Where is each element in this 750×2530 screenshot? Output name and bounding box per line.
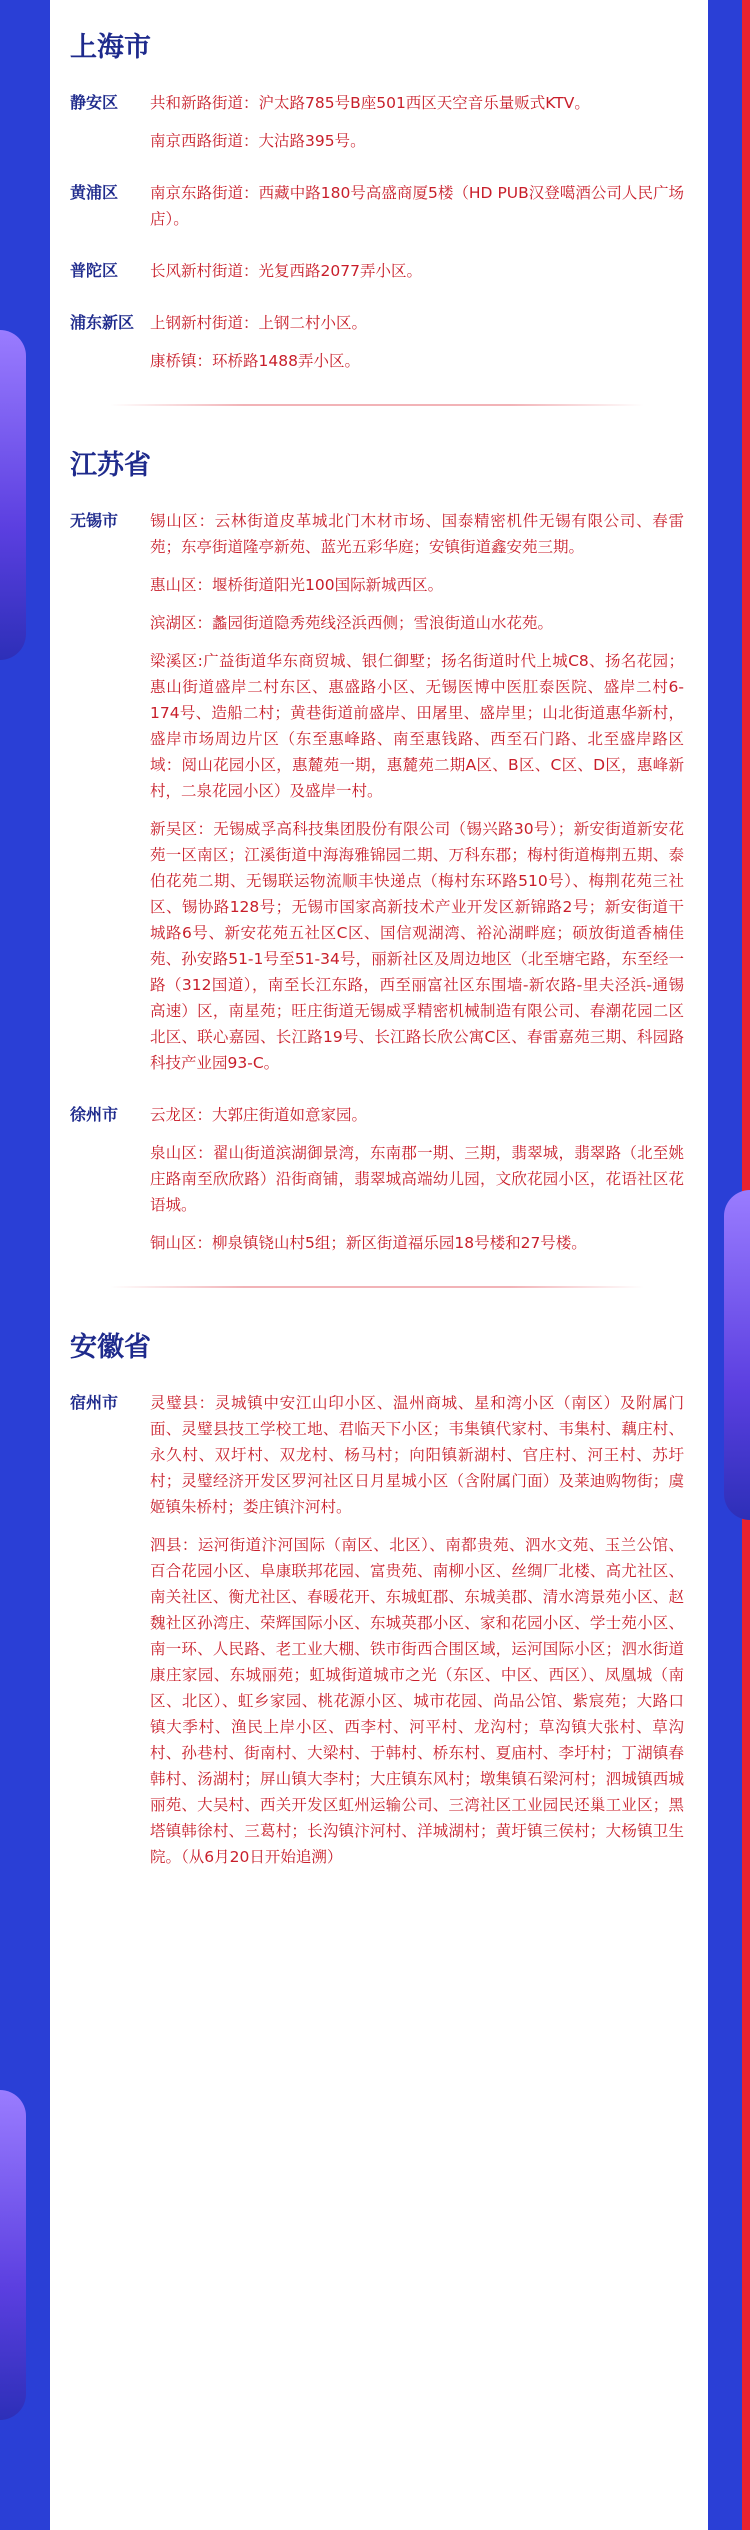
city-name: 宿州市 (70, 1393, 119, 1412)
left-decoration-lower (0, 2090, 26, 2420)
district-name: 浦东新区 (70, 313, 135, 332)
city-name: 徐州市 (70, 1105, 119, 1124)
province-jiangsu (70, 446, 684, 1268)
province-title: 安徽省 (70, 1332, 151, 1363)
location-entry: 新吴区：无锡威孚高科技集团股份有限公司（锡兴路30号）；新安街道新安花苑一区南区；江溪街道中海海雅锦园二期、万科东郡；梅村街道梅荆五期、泰伯花苑二期、无锡联运物流顺丰快递点（梅村东环路510号）、梅荆花苑三社区、锡协路128号；无锡市国家高新技术产业开发区新锦路2号；新安街道干城路6号、新安花苑五社区C区、国信观湖湾、裕沁湖畔庭；硕放街道香楠佳苑、孙安路51-1号至51-34号，丽新社区及周边地区（北至塘宅路，东至经一路（312国道），南至长江东路，西至丽富社区东围墙-新农路-里夫泾浜-通锡高速）区，南星苑；旺庄街道无锡威孚精密机械制造有限公司、春潮花园二区北区、联心嘉园、长江路19号、长江路长欣公寓C区、春雷嘉苑三期、科园路科技产业园93-C。 (150, 820, 684, 1072)
location-entry: 梁溪区:广益街道华东商贸城、银仁御墅；扬名街道时代上城C8、扬名花园；惠山街道盛岸二村东区、惠盛路小区、无锡医博中医肛泰医院、盛岸二村6-174号、造船二村；黄巷街道前盛岸、田屠里、盛岸里；山北街道惠华新村，盛岸市场周边片区（东至惠峰路、南至惠钱路、西至石门路、北至盛岸路区域：阅山花园小区，惠麓苑一期，惠麓苑二期A区、B区、C区、D区，惠峰新村，二泉花园小区）及盛岸一村。 (150, 652, 684, 800)
location-entry: 惠山区：堰桥街道阳光100国际新城西区。 (150, 576, 444, 594)
location-entry: 锡山区：云林街道皮革城北门木材市场、国泰精密机件无锡有限公司、春雷苑；东亭街道隆亭新苑、蓝光五彩华庭；安镇街道鑫安苑三期。 (150, 512, 684, 556)
left-decoration (0, 330, 26, 660)
city-row (70, 1102, 684, 1268)
location-entry: 滨湖区：蠡园街道隐秀苑线泾浜西侧；雪浪街道山水花苑。 (150, 614, 554, 632)
district-name: 黄浦区 (70, 183, 119, 202)
district-name: 普陀区 (70, 261, 119, 280)
district-row (70, 180, 684, 244)
province-anhui (70, 1328, 684, 1882)
district-name: 静安区 (70, 93, 119, 112)
location-entry: 云龙区：大郭庄街道如意家园。 (150, 1106, 368, 1124)
location-entry: 南京西路街道：大沽路395号。 (150, 132, 366, 150)
location-entry: 上钢新村街道：上钢二村小区。 (150, 314, 368, 332)
province-title: 江苏省 (70, 450, 151, 481)
province-title: 上海市 (70, 32, 151, 63)
location-entry: 南京东路街道：西藏中路180号高盛商厦5楼（HD PUB汉登噶酒公司人民广场店）。 (150, 184, 684, 228)
city-row (70, 508, 684, 1088)
content-panel (50, 0, 708, 2530)
location-entry: 灵璧县：灵城镇中安江山印小区、温州商城、星和湾小区（南区）及附属门面、灵璧县技工学校工地、君临天下小区；韦集镇代家村、韦集村、藕庄村、永久村、双圩村、双龙村、杨马村；向阳镇新湖村、官庄村、河王村、苏圩村；灵璧经济开发区罗河社区日月星城小区（含附属门面）及莱迪购物街；虞姬镇朱桥村；娄庄镇汴河村。 (150, 1394, 684, 1516)
district-row (70, 90, 684, 166)
city-row (70, 1390, 684, 1882)
city-name: 无锡市 (70, 511, 119, 530)
province-shanghai (70, 28, 684, 386)
right-decoration (724, 1190, 750, 1520)
district-row (70, 310, 684, 386)
section-divider (110, 1286, 644, 1288)
location-entry: 共和新路街道：沪太路785号B座501西区天空音乐量贩式KTV。 (150, 94, 590, 112)
location-entry: 铜山区：柳泉镇铙山村5组；新区街道福乐园18号楼和27号楼。 (150, 1234, 587, 1252)
section-divider (110, 404, 644, 406)
location-entry: 长风新村街道：光复西路2077弄小区。 (150, 262, 422, 280)
location-entry: 康桥镇：环桥路1488弄小区。 (150, 352, 360, 370)
location-entry: 泉山区：翟山街道滨湖御景湾，东南郡一期、三期，翡翠城，翡翠路（北至姚庄路南至欣欣路）沿街商铺，翡翠城高端幼儿园，文欣花园小区，花语社区花语城。 (150, 1144, 684, 1214)
location-entry: 泗县：运河街道汴河国际（南区、北区）、南都贵苑、泗水文苑、玉兰公馆、百合花园小区、阜康联邦花园、富贵苑、南柳小区、丝绸厂北楼、高尤社区、南关社区、衡尤社区、春暖花开、东城虹郡、东城美郡、清水湾景苑小区、赵魏社区孙湾庄、荣辉国际小区、东城英郡小区、家和花园小区、学士苑小区、南一环、人民路、老工业大棚、铁市街西合围区域，运河国际小区；泗水街道康庄家园、东城丽苑；虹城街道城市之光（东区、中区、西区）、凤凰城（南区、北区）、虹乡家园、桃花源小区、城市花园、尚品公馆、紫宸苑；大路口镇大季村、渔民上岸小区、西李村、河平村、龙沟村；草沟镇大张村、草沟村、孙巷村、街南村、大梁村、于韩村、桥东村、夏庙村、李圩村；丁湖镇春韩村、汤湖村；屏山镇大李村；大庄镇东风村；墩集镇石梁河村；泗城镇西城丽苑、大吴村、西关开发区虹州运输公司、三湾社区工业园民还巢工业区；黑塔镇韩徐村、三葛村；长沟镇汴河村、洋城湖村；黄圩镇三侯村；大杨镇卫生院。（从6月20日开始追溯） (150, 1536, 684, 1866)
district-row (70, 258, 684, 296)
